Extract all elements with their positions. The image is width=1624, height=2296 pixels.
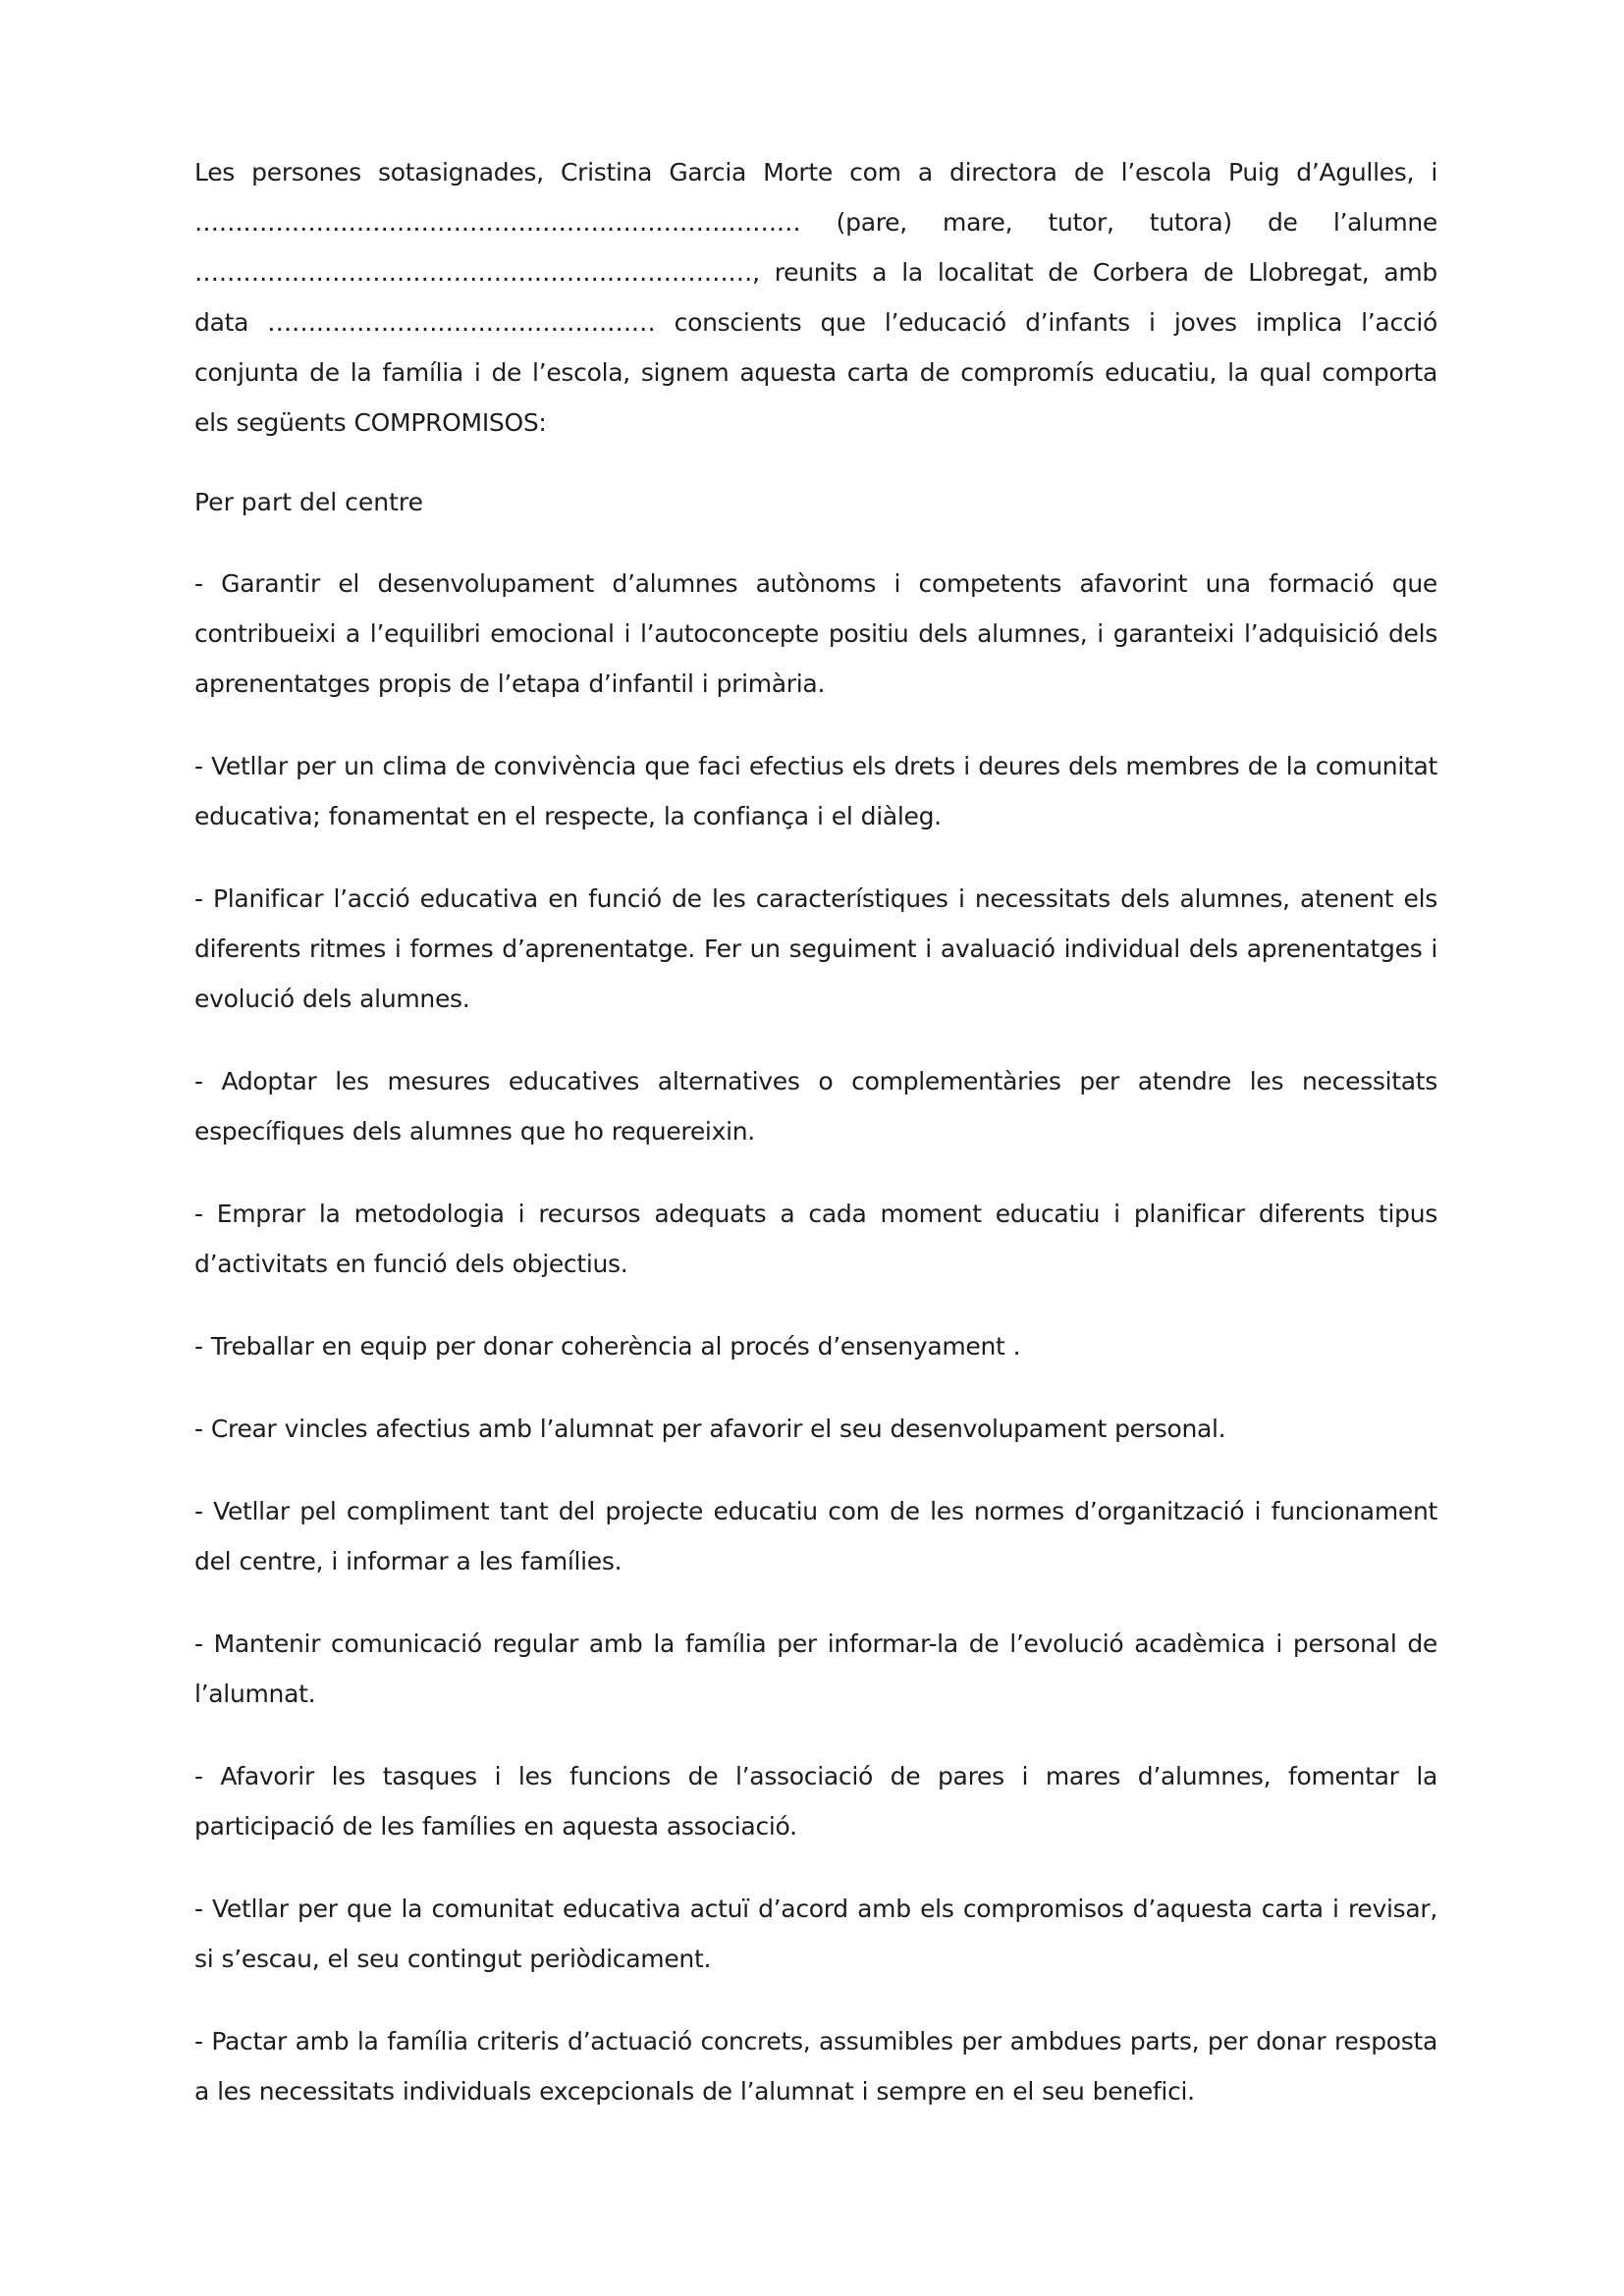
- section-heading: Per part del centre: [194, 488, 424, 516]
- commitment-item: - Vetllar per que la comunitat educativa actuï d’acord amb els compromisos d’aquesta carta i revisar, si s’escau, el seu contingut periòdicament.: [194, 1895, 1437, 1973]
- commitment-item: - Planificar l’acció educativa en funció de les característiques i necessitats dels alumnes, atenent els diferents ritmes i formes d’aprenentatge. Fer un seguiment i avaluació individual dels aprenentatges i evolució dels alumnes.: [194, 884, 1437, 1013]
- commitment-item: - Vetllar per un clima de convivència que faci efectius els drets i deures dels membres de la comunitat educativa; fonamentat en el respecte, la confiança i el diàleg.: [194, 752, 1437, 830]
- commitment-item: - Emprar la metodologia i recursos adequats a cada moment educatiu i planificar diferents tipus d’activitats en funció dels objectius.: [194, 1200, 1437, 1278]
- commitment-item: - Pactar amb la família criteris d’actuació concrets, assumibles per ambdues parts, per donar resposta a les necessitats individuals excepcionals de l’alumnat i sempre en el seu benefici.: [194, 2027, 1437, 2106]
- intro-paragraph: Les persones sotasignades, Cristina Garcia Morte com a directora de l’escola Puig d’Agulles, i ………………………………………………………………… (pare, mare, tutor, tutora) de l’alumne ……………………………………………………………, reunits a la localitat de Corbera de Llobregat, amb data ………………………………………… conscients que l’educació d’infants i joves implica l’acció conjunta de la família i de l’escola, signem aquesta carta de compromís educatiu, la qual comporta els següents COMPROMISOS:: [194, 158, 1437, 437]
- commitment-item: - Crear vincles afectius amb l’alumnat per afavorir el seu desenvolupament personal.: [194, 1415, 1226, 1443]
- document-page: [194, 147, 1437, 2149]
- commitment-item: - Vetllar pel compliment tant del projecte educatiu com de les normes d’organització i funcionament del centre, i informar a les famílies.: [194, 1497, 1437, 1575]
- commitment-item: - Adoptar les mesures educatives alternatives o complementàries per atendre les necessitats específiques dels alumnes que ho requereixin.: [194, 1067, 1437, 1146]
- commitment-item: - Mantenir comunicació regular amb la família per informar-la de l’evolució acadèmica i personal de l’alumnat.: [194, 1629, 1437, 1708]
- commitment-item: - Treballar en equip per donar coherència al procés d’ensenyament .: [194, 1332, 1021, 1361]
- commitment-item: - Afavorir les tasques i les funcions de l’associació de pares i mares d’alumnes, fomentar la participació de les famílies en aquesta associació.: [194, 1762, 1437, 1841]
- commitment-item: - Garantir el desenvolupament d’alumnes autònoms i competents afavorint una formació que contribueixi a l’equilibri emocional i l’autoconcepte positiu dels alumnes, i garanteixi l’adquisició dels aprenentatges propis de l’etapa d’infantil i primària.: [194, 569, 1437, 698]
